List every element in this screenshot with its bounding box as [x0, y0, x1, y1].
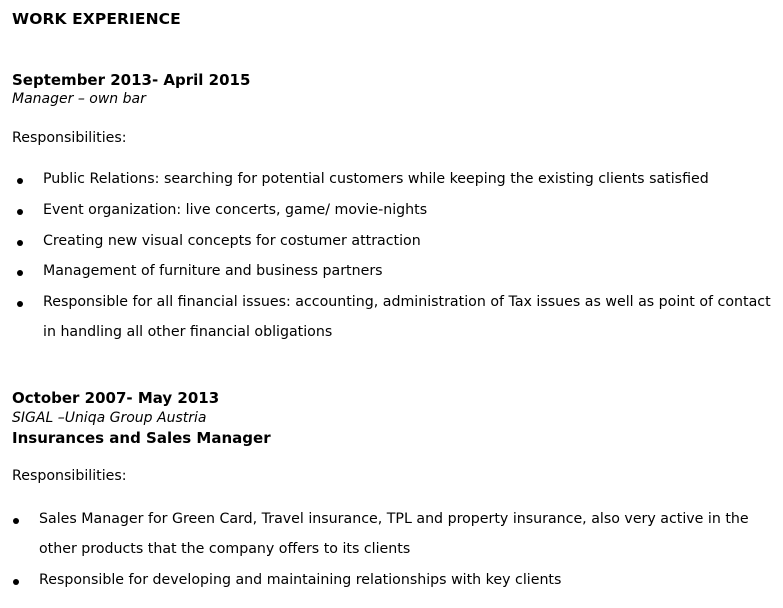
- bullet-icon: [13, 579, 19, 585]
- bullet-icon: [13, 518, 19, 524]
- bullet-icon: [17, 270, 23, 276]
- job-company: Manager – own bar: [12, 91, 146, 107]
- job-role: Insurances and Sales Manager: [12, 429, 271, 447]
- bullet-icon: [17, 209, 23, 215]
- responsibilities-label: Responsibilities:: [12, 130, 127, 146]
- list-item-text: Responsible for all financial issues: accounting, administration of Tax issues as well as point of contact in handling all other financial obligations: [43, 294, 771, 340]
- list-item-text: Responsible for developing and maintaining relationships with key clients: [39, 572, 562, 588]
- section-title: WORK EXPERIENCE: [12, 10, 181, 28]
- list-item-text: Event organization: live concerts, game/ movie-nights: [43, 202, 428, 218]
- job-dates: October 2007- May 2013: [12, 389, 220, 407]
- list-item-text: Sales Manager for Green Card, Travel insurance, TPL and property insurance, also very active in the other products that the company offers to its clients: [39, 511, 749, 557]
- list-item-text: Management of furniture and business partners: [43, 263, 383, 279]
- list-item-text: Public Relations: searching for potential customers while keeping the existing clients satisfied: [43, 171, 709, 187]
- bullet-icon: [17, 178, 23, 184]
- list-item-text: Creating new visual concepts for costumer attraction: [43, 233, 421, 249]
- job-dates: September 2013- April 2015: [12, 71, 251, 89]
- responsibilities-label: Responsibilities:: [12, 468, 127, 484]
- bullet-icon: [17, 240, 23, 246]
- bullet-icon: [17, 301, 23, 307]
- job-company: SIGAL –Uniqa Group Austria: [12, 410, 207, 426]
